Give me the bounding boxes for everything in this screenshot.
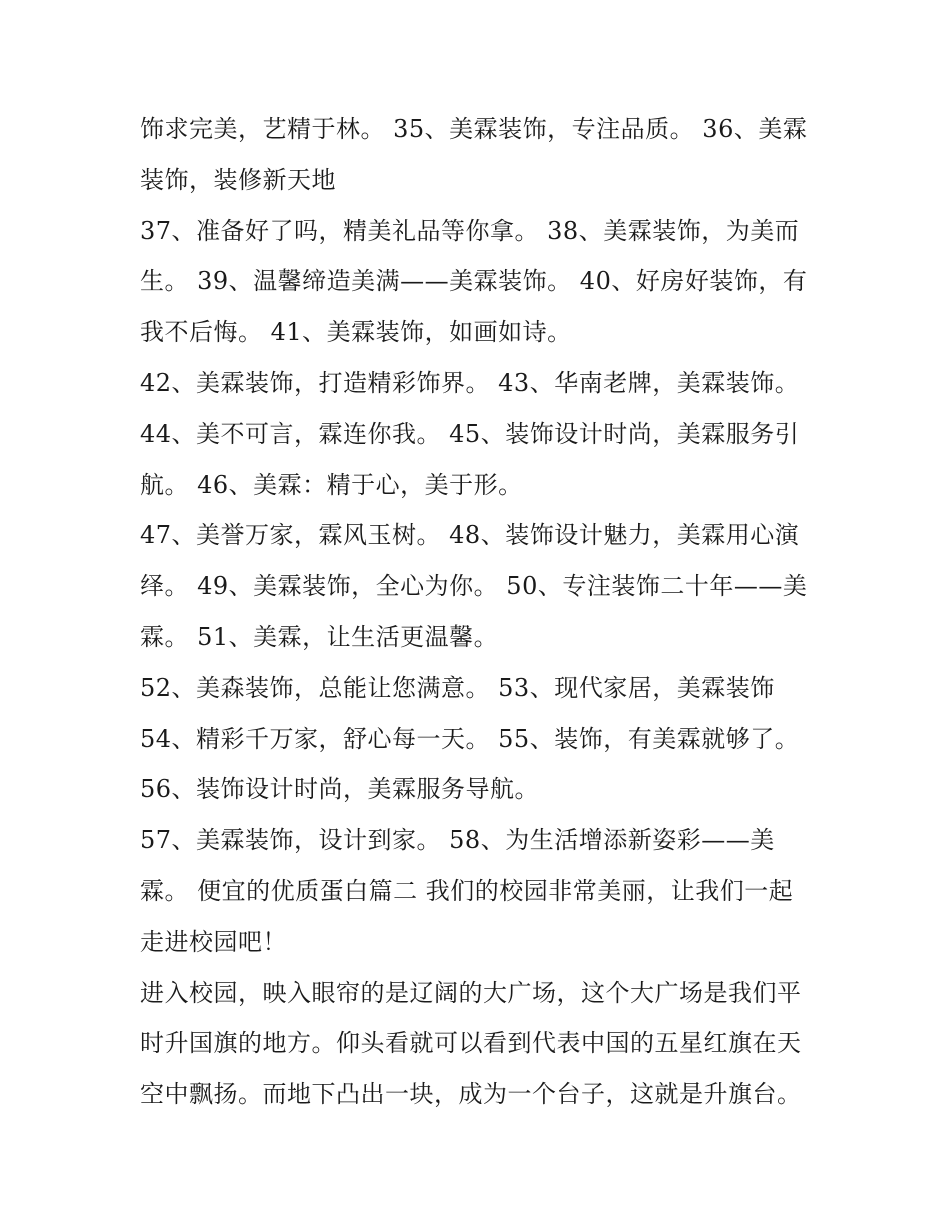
text-line: 56、装饰设计时尚，美霖服务导航。 xyxy=(140,775,540,804)
text-line: 42、美霖装饰，打造精彩饰界。 43、华南老牌，美霖装饰。 xyxy=(140,368,800,397)
text-line: 霖。 51、美霖，让生活更温馨。 xyxy=(140,622,499,651)
text-line: 航。 46、美霖：精于心，美于形。 xyxy=(140,470,523,499)
text-line: 绎。 49、美霖装饰，全心为你。 50、专注装饰二十年——美 xyxy=(140,572,808,601)
text-line: 装饰，装修新天地 xyxy=(140,165,336,194)
text-line: 生。 39、温馨缔造美满——美霖装饰。 40、好房好装饰，有 xyxy=(140,267,808,296)
text-line: 走进校园吧！ xyxy=(140,927,287,956)
text-line: 空中飘扬。而地下凸出一块，成为一个台子，这就是升旗台。 xyxy=(140,1080,802,1109)
text-line: 饰求完美，艺精于林。 35、美霖装饰，专注品质。 36、美霖 xyxy=(140,115,808,143)
text-line: 霖。 便宜的优质蛋白篇二 我们的校园非常美丽，让我们一起 xyxy=(140,876,794,905)
text-line: 时升国旗的地方。仰头看就可以看到代表中国的五星红旗在天 xyxy=(140,1029,802,1058)
text-line: 我不后悔。 41、美霖装饰，如画如诗。 xyxy=(140,318,572,347)
text-line: 57、美霖装饰，设计到家。 58、为生活增添新姿彩——美 xyxy=(140,826,775,855)
text-line: 52、美森装饰，总能让您满意。 53、现代家居，美霖装饰 xyxy=(140,673,775,702)
text-line: 47、美誉万家，霖风玉树。 48、装饰设计魅力，美霖用心演 xyxy=(140,521,800,550)
text-line: 44、美不可言，霖连你我。 45、装饰设计时尚，美霖服务引 xyxy=(140,419,800,448)
text-line: 进入校园，映入眼帘的是辽阔的大广场，这个大广场是我们平 xyxy=(140,978,802,1007)
text-line: 37、准备好了吗，精美礼品等你拿。 38、美霖装饰，为美而 xyxy=(140,216,800,245)
text-line: 54、精彩千万家，舒心每一天。 55、装饰，有美霖就够了。 xyxy=(140,724,800,753)
document-body xyxy=(140,104,830,1120)
